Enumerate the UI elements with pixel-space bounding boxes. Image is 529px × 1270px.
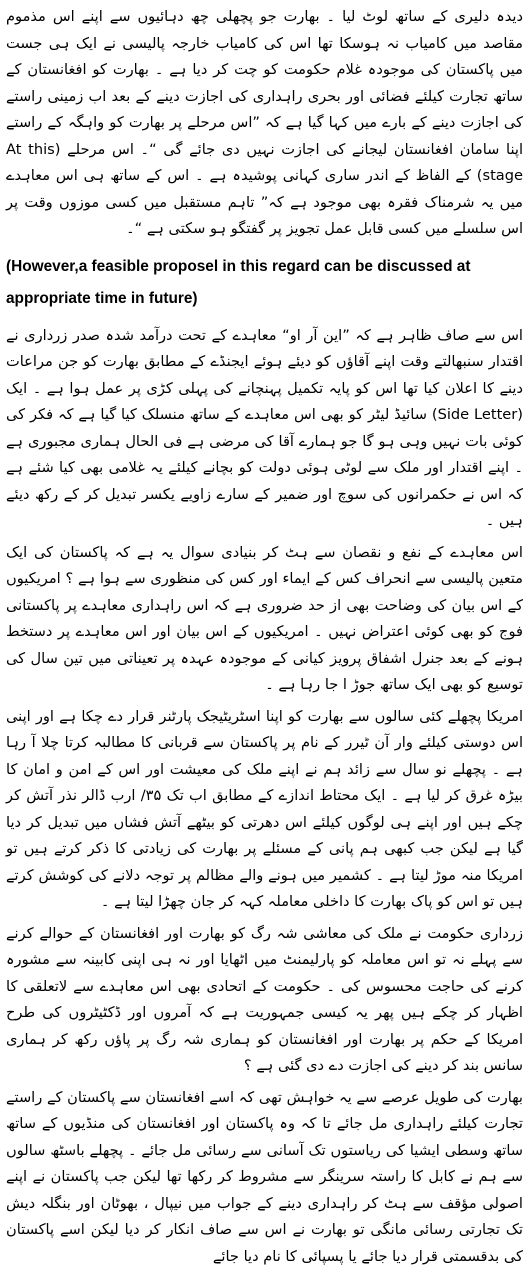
article-paragraph-3: اس سے صاف ظاہر ہے کہ ”این آر او“ معاہدے کے تحت درآمد شدہ صدر زرداری نے اقتدار سنبھالتے وقت اپنے آقاؤں کو دیئے ہوئے ایجنڈے کے مطابق بھارت کو جن مراعات دینے کا اعلان کیا تھا اس کو پایہ تکمیل پہنچانے کی پہلی کڑی پر عمل ہوا ہے ۔ ایک (Side Letter) سائیڈ لیٹر کو بھی اس معاہدے کے ساتھ منسلک کیا گیا ہے کہ فکر کی کوئی بات نہیں وہی ہو گا جو ہمارے آقا کی مرضی ہے فی الحال ہماری مجبوری ہے ۔ اپنے اقتدار اور ملک سے لوٹی ہوئی دولت کو بچانے کیلئے یہ غلامی بھی کیا شئے ہے کہ اس نے حکمرانوں کی سوچ اور ضمیر کے سارے زاویے یکسر تبدیل کر کے رکھ دیئے ہیں ۔ [6, 323, 523, 535]
article-paragraph-4: اس معاہدے کے نفع و نقصان سے ہٹ کر بنیادی سوال یہ ہے کہ پاکستان کی ایک متعین پالیسی سے انحراف کس کے ایماء اور کس کی منظوری سے ہوا ہے ؟ امریکیوں کے اس بیان کی وضاحت بھی از حد ضروری ہے کہ اس راہداری معاہدے پر پاکستانی فوج کو بھی کوئی اعتراض نہیں ۔ امریکیوں کے اس بیان اور اس معاہدے پر دستخط ہونے کے بعد جنرل اشفاق پرویز کیانی کے موجودہ عہدہ پر تعیناتی میں تین سال کی توسیع کو بھی ایک ساتھ جوڑ ا جا رہا ہے ۔ [6, 540, 523, 699]
article-paragraph-5: امریکا پچھلے کئی سالوں سے بھارت کو اپنا اسٹریٹیجک پارٹنر قرار دے چکا ہے اور اپنی اس دوستی کیلئے وار آن ٹیرر کے نام پر پاکستان سے قربانی کا مطالبہ کرتا چلا آ رہا ہے ۔ پچھلے نو سال سے زائد ہم نے اپنے ملک کی معیشت اور اس کے امن و امان کا بیڑہ غرق کر لیا ہے ۔ ایک محتاط اندازے کے مطابق اب تک ۳۵/ ارب ڈالر نذر آتش کر چکے ہیں اور اپنے ہی لوگوں کیلئے اس دھرتی کو بیٹھے آتش فشاں میں تبدیل کر دیا گیا ہے لیکن جب کبھی ہم پانی کے مسئلے پر بھارت کی زیادتی کا ذکر کرتے ہیں تو امریکا منہ موڑ لیتا ہے ۔ کشمیر میں ہونے والے مظالم پر توجہ دلانے کی کوشش کرتے ہیں تو اس کو پاک بھارت کا داخلی معاملہ کہہ کر جان چھڑا لیتا ہے ۔ [6, 704, 523, 916]
article-paragraph-6: زرداری حکومت نے ملک کی معاشی شہ رگ کو بھارت اور افغانستان کے حوالے کرنے سے پہلے نہ تو اس معاملہ کو پارلیمنٹ میں اٹھایا اور نہ ہی اپنی کابینہ سے مشورہ کرنے کی حاجت محسوس کی ۔ حکومت کے اتحادی بھی اس معاہدے سے لاتعلقی کا اظہار کر چکے ہیں پھر یہ کیسی جمہوریت ہے کہ آمروں اور ڈکٹیٹروں کی طرح امریکا کے حکم پر بھارت اور افغانستان کو ہماری شہ رگ پر پاؤں رکھ کر ہماری سانس بند کر دینے کی اجازت دے دی گئی ہے ؟ [6, 921, 523, 1080]
article-paragraph-7: بھارت کی طویل عرصے سے یہ خواہش تھی کہ اسے افغانستان سے پاکستان کے راستے تجارت کیلئے راہداری مل جائے تا کہ وہ پاکستان اور افغانستان کی منڈیوں کے ساتھ ساتھ وسطی ایشیا کی ریاستوں تک آسانی سے رسائی مل جائے ۔ پچھلے باسٹھ سالوں سے ہم نے کابل کا راستہ سرینگر سے مشروط کر رکھا تھا لیکن جب پاکستان نے اپنے اصولی مؤقف سے ہٹ کر راہداری دینے کے جواب میں نیپال ، بھوٹان اور بنگلہ دیش تک تجارتی رسائی مانگی تو بھارت نے اس سے صاف انکار کر دیا لیکن اسے پاکستان کی بدقسمتی قرار دیا جائے یا پسپائی کا نام دیا جائے [6, 1085, 523, 1270]
english-quote-paragraph: (However,a feasible proposel in this regard can be discussed at appropriate time in future) [6, 251, 523, 315]
article-paragraph-1: دیدہ دلیری کے ساتھ لوٹ لیا ۔ بھارت جو پچھلی چھ دہائیوں سے اپنے اس مذموم مقاصد میں کامیاب نہ ہوسکا تھا اس کی کامیاب خارجہ پالیسی نے ایک ہی جست میں پاکستان کی موجودہ غلام حکومت کو چت کر دیا ہے ۔ بھارت کو افغانستان کے ساتھ تجارت کیلئے فضائی اور بحری راہداری کی اجازت دینے کے بعد اب زمینی راستے کی اجازت دینے کے بارے میں کہا گیا ہے کہ ”اس مرحلے پر بھارت کو واہگہ کے راستے اپنا سامان افغانستان لیجانے کی اجازت نہیں دی جائے گی “۔ اس مرحلے (At this stage) کے الفاظ کے اندر ساری کہانی پوشیدہ ہے ۔ اس کے ساتھ ہی اس معاہدے میں یہ شرمناک فقرہ بھی موجود ہے کہ” تاہم مستقبل میں کسی موزوں وقت پر اس سلسلے میں کسی قابل عمل تجویز پر گفتگو ہو سکتی ہے “۔ [6, 4, 523, 243]
